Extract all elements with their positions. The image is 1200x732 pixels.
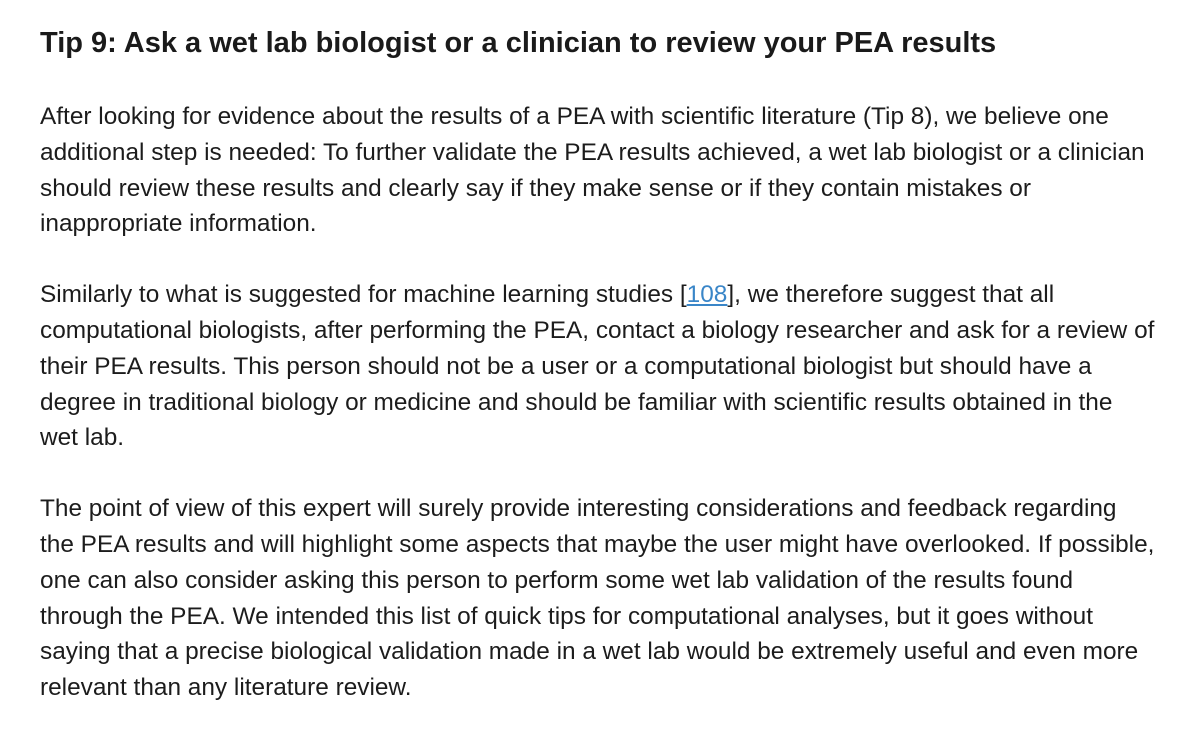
paragraph-2-text-before: Similarly to what is suggested for machine learning studies [ bbox=[40, 281, 687, 309]
paragraph-1: After looking for evidence about the results of a PEA with scientific literature (Tip 8), we believe one additional step is needed: To further validate the PEA results achieved, a wet lab biologist or a clinician should review these results and clearly say if they make sense or if they contain mistakes or inappropriate information. bbox=[40, 103, 1145, 238]
paragraph-2-text-after: ], we therefore suggest that all computational biologists, after performing the PEA, contact a biology researcher and ask for a review of their PEA results. This person should not be a user or a computational biologist but should have a degree in traditional biology or medicine and should be familiar with scientific results obtained in the wet lab. bbox=[40, 281, 1155, 452]
reference-link-108[interactable]: 108 bbox=[686, 281, 728, 309]
section-heading: Tip 9: Ask a wet lab biologist or a clinician to review your PEA results bbox=[40, 27, 997, 59]
paragraph-2 bbox=[40, 277, 1156, 456]
paragraph-3: The point of view of this expert will surely provide interesting considerations and feedback regarding the PEA results and will highlight some aspects that maybe the user might have overlooked. If possible, one can also consider asking this person to perform some wet lab validation of the results found through the PEA. We intended this list of quick tips for computational analyses, but it goes without saying that a precise biological validation made in a wet lab would be extremely useful and even more relevant than any literature review. bbox=[40, 495, 1155, 702]
